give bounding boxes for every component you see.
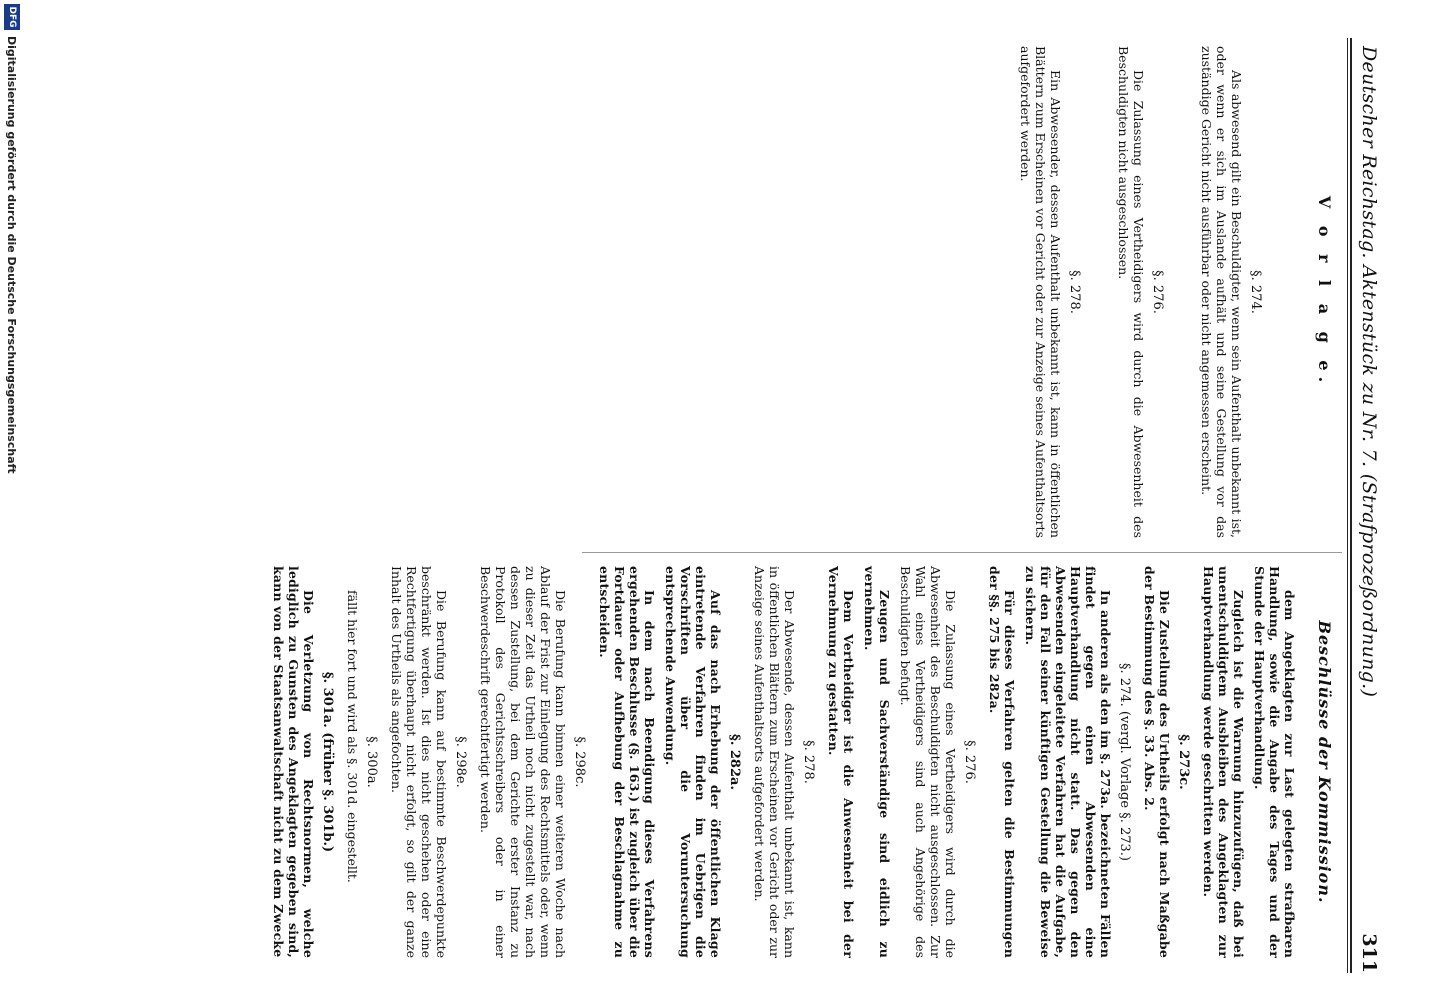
section-text: Die Verletzung von Rechtsnormen, welche lediglich zu Gunsten des Angeklagten gegeben sind, kann von der Staatsanwaltschaft nicht zu dem Zwecke [271,566,316,958]
section-text: Ein Abwesender, dessen Aufenthalt unbekannt ist, kann in öffentlichen Blättern zum Erscheinen vor Gericht oder zur Anzeige seines Aufenthaltsorts aufgefordert werden. [1018,46,1063,538]
section-text: Die Berufung kann auf bestimmte Beschwerdepunkte beschränkt werden. Ist dies nicht geschehen oder eine Rechtfertigung überhaupt nicht erfolgt, so gilt der ganze Inhalt des Urtheils als angefochten. [389,566,449,958]
section-heading: §. 298e. [453,736,468,788]
page-header [1352,38,1380,973]
digitization-footer [0,0,22,1000]
section-text: Der Abwesende, dessen Aufenthalt unbekannt ist, kann in öffentlichen Blättern zum Erscheinen vor Gericht oder zur Anzeige seines Aufenthaltsorts aufgefordert werden. [752,566,797,958]
section-heading: §. 298c. [572,736,587,788]
paragraph: Zugleich ist die Warnung hinzuzufügen, daß bei unentschuldigtem Ausbleiben des Angeklagten zur Hauptverhandlung werde geschritten werden. [1201,566,1246,958]
column-beschluesse [265,566,1332,958]
section-heading: §. 274. (vergl. Vorlage §. 273.) [1117,663,1132,861]
section-heading: §. 273c. [1176,734,1191,790]
section-heading: §. 276. [962,740,977,784]
header-rule [1350,38,1352,973]
paragraph: In dem nach Beendigung dieses Verfahrens ergehenden Beschlusse (§. 163.) ist zugleich über die Fortdauer oder Aufhebung der Beschlagnahme zu entscheiden. [597,566,657,958]
section-heading: §. 300a. [364,736,379,788]
column-vorlage [1012,46,1332,538]
running-title: Deutscher Reichstag. Aktenstück zu Nr. 7. (Strafprozeßordnung.) [1358,46,1380,698]
column-title-vorlage: V o r l a g e. [1315,195,1334,389]
section-heading: §. 282a. [727,734,742,790]
section-heading: §. 274. [1248,270,1263,314]
section-text: fällt hier fort und wird als §. 301d. eingestellt. [345,590,360,883]
section-text: Auf das nach Erhebung der öffentlichen Klage eintretende Verfahren finden im Uebrigen die Vorschriften über die Voruntersuchung entsprechende Anwendung. [663,566,723,958]
dfg-logo: DFG [4,4,20,30]
paragraph: Zeugen und Sachverständige sind eidlich zu vernehmen. [862,566,892,958]
section-heading: §. 278. [1067,270,1082,314]
page-number: 311 [1358,933,1380,973]
paragraph: Dem Vertheidiger ist die Anwesenheit bei der Vernehmung zu gestatten. [826,566,856,958]
paragraph: In anderen als den im §. 273a. bezeichneten Fällen findet gegen einen Abwesenden eine Hauptverhandlung nicht statt. Das gegen den Abwesenden eingeleitete Verfahren hat die Aufgabe, für den Fall seiner künftigen Gestellung die Beweise zu sichern. [1023,566,1113,958]
section-text: Die Zulassung eines Vertheidigers wird durch die Abwesenheit des Beschuldigten nicht ausgeschlossen. [1116,46,1146,538]
section-text: Die Zustellung des Urtheils erfolgt nach Maßgabe der Bestimmung des §. 33. Abs. 2. [1142,566,1172,958]
section-text: Die Zulassung eines Vertheidigers wird durch die Abwesenheit des Beschuldigten nicht ausgeschlossen. Zur Wahl eines Vertheidigers sind auch Angehörige des Beschuldigten befugt. [898,566,958,958]
section-text: Als abwesend gilt ein Beschuldigter, wenn sein Aufenthalt unbekannt ist, oder wenn er sich im Auslande aufhält und seine Gestellung vor das zuständige Gericht nicht ausführbar oder nicht angemessen erscheint. [1199,46,1244,538]
funding-credit: Digitalisierung gefördert durch die Deutsche Forschungsgemeinschaft [5,36,18,474]
paragraph: Für dieses Verfahren gelten die Bestimmungen der §§. 275 bis 282a. [987,566,1017,958]
paragraph: dem Angeklagten zur Last gelegten strafbaren Handlung, sowie die Angabe des Tages und der Stunde der Hauptverhandlung. [1252,566,1297,958]
section-text: Die Berufung kann binnen einer weiteren Woche nach Ablauf der Frist zur Einlegung des Rechtsmittels oder, wenn zu dieser Zeit das Urtheil noch nicht zugestellt war, nach dessen Zustellung, bei dem Gerichte erster Instanz zu Protokoll des Gerichtsschreibers oder in einer Beschwerdeschrift gerechtfertigt werden. [478,566,568,958]
section-heading: §. 276. [1150,270,1165,314]
header-rule-thin [1347,38,1348,973]
section-heading: §. 301a. (früher §. 301b.) [320,671,335,853]
column-title-beschluesse: Beschlüsse der Kommission. [1315,620,1334,904]
section-heading: §. 278. [801,740,816,784]
column-separator [582,552,1342,553]
